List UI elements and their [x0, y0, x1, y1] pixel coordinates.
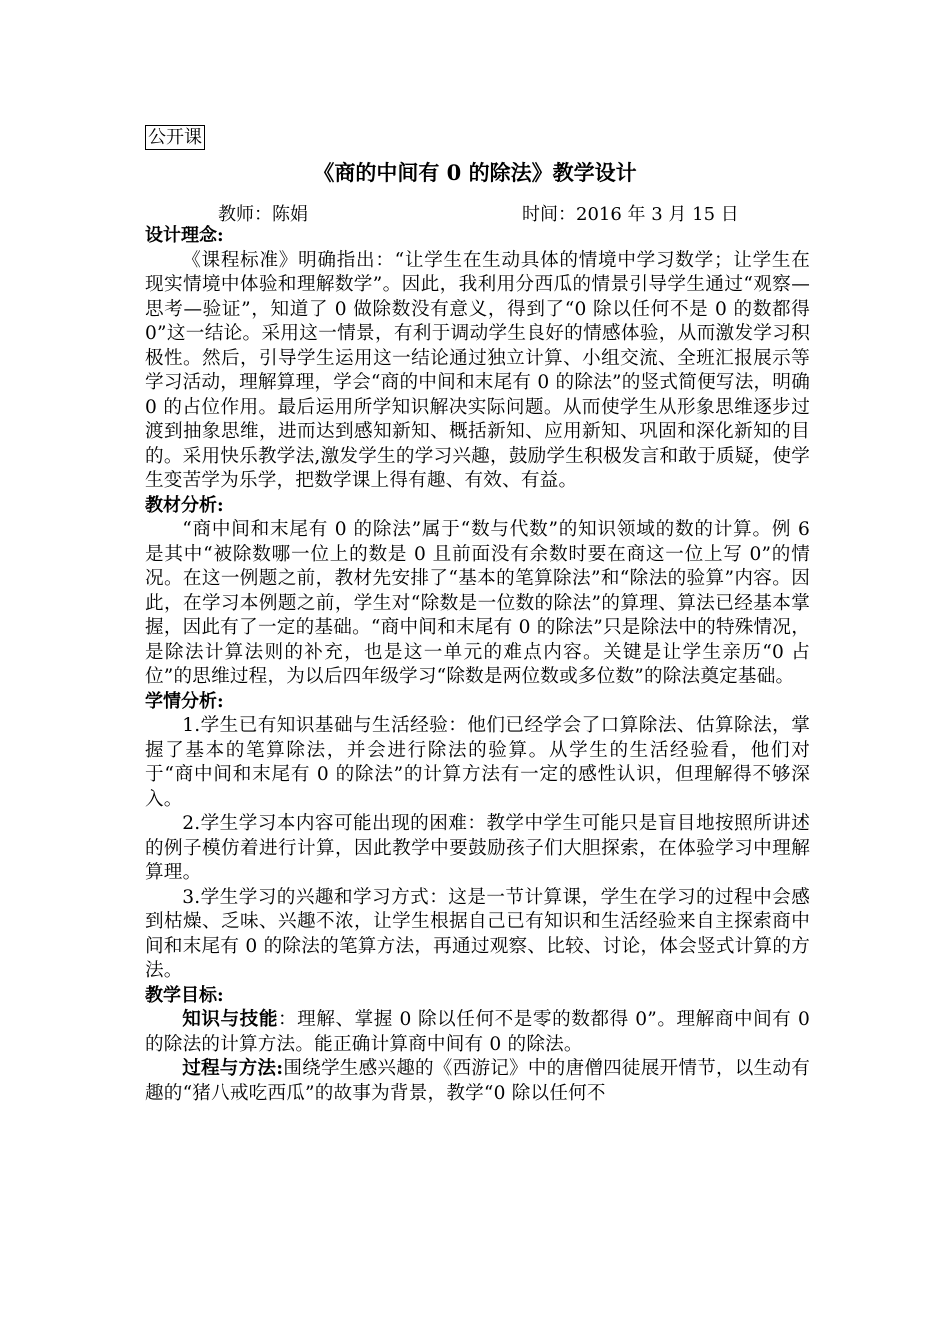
paragraph: “商中间和末尾有 0 的除法”属于“数与代数”的知识领域的数的计算。例 6 是其中“被除数哪一位上的数是 0 且前面没有余数时要在商这一位上写 0”的情况。在这一例题之前，教材先安排了“基本的笔算除法”和“除法的验算”内容。因此，在学习本例题之前，学生对“除数是一位数的除法”的算理、算法已经基本掌握，因此有了一定的基础。“商中间和末尾有 0 的除法”只是除法中的特殊情况，是除法计算法则的补充，也是这一单元的难点内容。关键是让学生亲历“0 占位”的思维过程，为以后四年级学习“除数是两位数或多位数”的除法奠定基础。 — [145, 519, 810, 687]
document-title: 《商的中间有 0 的除法》教学设计 — [313, 160, 637, 185]
document-body — [145, 224, 810, 1106]
goal-lead: 过程与方法: — [182, 1058, 284, 1079]
section-heading: 设计理念: — [145, 225, 224, 246]
paragraph: 《课程标准》明确指出：“让学生在生动具体的情境中学习数学；让学生在现实情境中体验和理解数学”。因此，我利用分西瓜的情景引导学生通过“观察—思考—验证”，知道了 0 做除数没有意义，得到了“0 除以任何不是 0 的数都得 0”这一结论。采用这一情景，有利于调动学生良好的情感体验，从而激发学习积极性。然后，引导学生运用这一结论通过独立计算、小组交流、全班汇报展示等学习活动，理解算理，学会“商的中间和末尾有 0 的除法”的竖式简便写法，明确 0 的占位作用。最后运用所学知识解决实际问题。从而使学生从形象思维逐步过渡到抽象思维，进而达到感知新知、概括新知、应用新知、巩固和深化新知的目的。采用快乐教学法,激发学生的学习兴趣，鼓励学生积极发言和敢于质疑，使学生变苦学为乐学，把数学课上得有趣、有效、有益。 — [145, 249, 810, 491]
paragraph: 2.学生学习本内容可能出现的困难：教学中学生可能只是盲目地按照所讲述的例子模仿着进行计算，因此教学中要鼓励孩子们大胆探索，在体验学习中理解算理。 — [145, 813, 810, 883]
goal-text: 围绕学生感兴趣的《西游记》中的唐僧四徒展开情节，以生动有趣的“猪八戒吃西瓜”的故事为背景，教学“0 除以任何不 — [145, 1058, 810, 1104]
goal-lead: 知识与技能 — [182, 1009, 278, 1030]
paragraph: 1.学生已有知识基础与生活经验：他们已经学会了口算除法、估算除法，掌握了基本的笔算除法，并会进行除法的验算。从学生的生活经验看，他们对于“商中间和末尾有 0 的除法”的计算方法有一定的感性认识，但理解得不够深入。 — [145, 715, 810, 810]
goal-knowledge-skills — [145, 1008, 810, 1057]
paragraph: 3.学生学习的兴趣和学习方式：这是一节计算课，学生在学习的过程中会感到枯燥、乏味、兴趣不浓，让学生根据自己已有知识和生活经验来自主探索商中间和末尾有 0 的除法的笔算方法，再通过观察、比较、讨论，体会竖式计算的方法。 — [145, 886, 810, 981]
section-heading: 教材分析: — [145, 494, 224, 516]
section-design-concept — [145, 224, 810, 494]
goal-process-methods — [145, 1057, 810, 1106]
section-heading: 学情分析: — [145, 690, 224, 712]
section-student-analysis — [145, 690, 810, 984]
section-heading: 教学目标: — [145, 984, 224, 1006]
section-textbook-analysis — [145, 494, 810, 690]
section-teaching-goals — [145, 984, 810, 1107]
open-class-tag: 公开课 — [145, 125, 205, 150]
teacher-line: 教师：陈娟 — [218, 204, 308, 225]
date-line: 时间：2016 年 3 月 15 日 — [522, 204, 739, 225]
goal-text: ：理解、掌握 0 除以任何不是零的数都得 0”。理解商中间有 0 的除法的计算方法。能正确计算商中间有 0 的除法。 — [145, 1009, 810, 1055]
